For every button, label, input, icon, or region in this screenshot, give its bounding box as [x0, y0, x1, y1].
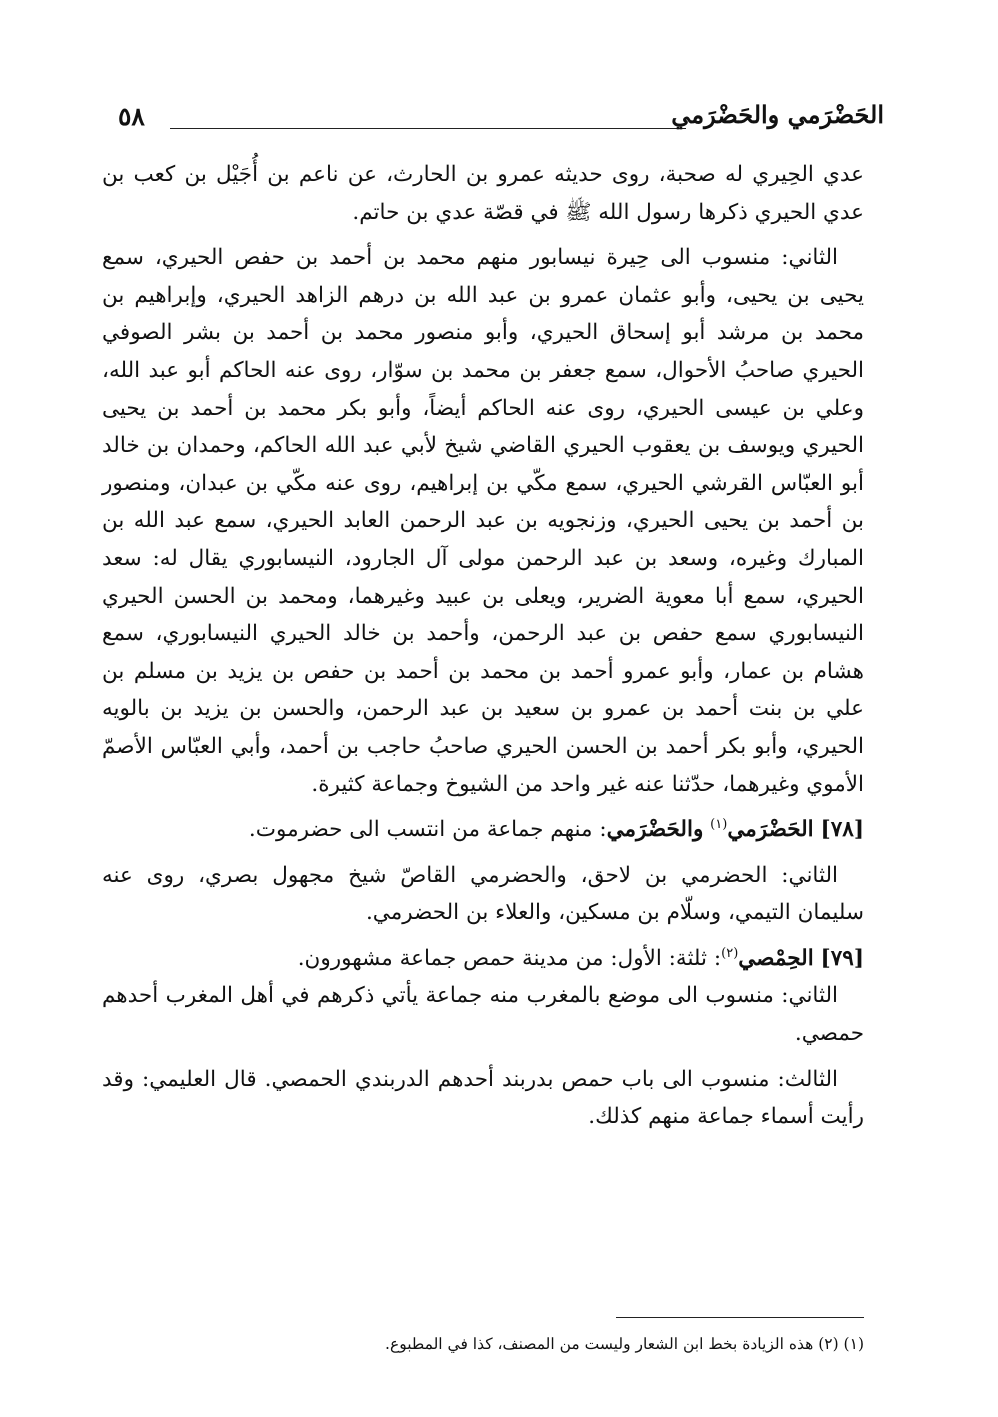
footnote-rule: [616, 1317, 864, 1318]
footnote-ref-2: (٢): [721, 945, 739, 961]
footnote-ref-1: (١): [710, 816, 728, 832]
page-number: ٥٨: [118, 102, 145, 131]
footnote: (١) (٢) هذه الزيادة بخط ابن الشعار وليست من المصنف، كذا في المطبوع.: [385, 1335, 864, 1353]
header-rule: [170, 128, 686, 129]
entry-78: [102, 811, 864, 849]
entry-79: [102, 940, 864, 978]
paragraph-hira-nishapur: الثاني: منسوب الى حِيرة نيسابور منهم محمد بن أحمد بن حفص الحيري، سمع يحيى بن يحيى، وأبو عثمان عمرو بن عبد الله بن درهم الزاهد الحيري، وإبراهيم بن محمد بن مرشد أبو إسحاق الحيري، وأبو منصور محمد بن أحمد بن بشر الصوفي الحيري صاحبُ الأحوال، سمع جعفر بن محمد بن سوّار، روى عنه الحاكم أبو عبد الله، وعلي بن عيسى الحيري، روى عنه الحاكم أيضاً، وأبو بكر محمد بن أحمد بن يحيى الحيري ويوسف بن يعقوب الحيري القاضي شيخ لأبي عبد الله الحاكم، وحمدان بن خالد أبو العبّاس القرشي الحيري، سمع مكّي بن إبراهيم، روى عنه مكّي بن عبدان، ومنصور بن أحمد بن يحيى الحيري، وزنجويه بن عبد الرحمن العابد الحيري، سمع عبد الله بن المبارك وغيره، وسعد بن عبد الرحمن مولى آل الجارود، النيسابوري يقال له: سعد الحيري، سمع أبا معوية الضرير، ويعلى بن عبيد وغيرهما، ومحمد بن الحسن الحيري النيسابوري سمع حفص بن عبد الرحمن، وأحمد بن خالد الحيري النيسابوري، سمع هشام بن عمار، وأبو عمرو أحمد بن محمد بن أحمد بن حفص بن يزيد بن مسلم بن علي بن بنت أحمد بن عمرو بن سعيد بن عبد الرحمن، والحسن بن يزيد بن بالويه الحيري، وأبو بكر أحمد بن الحسن الحيري صاحبُ حاجب بن أحمد، وأبي العبّاس الأصمّ الأموي وغيرهما، حدّثنا عنه غير واحد من الشيوخ وجماعة كثيرة.: [102, 245, 864, 797]
running-title: الحَضْرَمي والحَضْرَمي: [671, 100, 884, 129]
entry-78-heading-b: والحَضْرَمي: [606, 817, 704, 843]
paragraph-hadrami-second: الثاني: الحضرمي بن لاحق، والحضرمي القاصّ شيخ مجهول بصري، روى عنه سليمان التيمي، وسلّام بن مسكين، والعلاء بن الحضرمي.: [102, 862, 864, 926]
entry-79-heading: الحِمْصي: [738, 945, 814, 971]
entry-79-number: [٧٩]: [820, 945, 864, 971]
entry-78-text: : منهم جماعة من انتسب الى حضرموت.: [248, 817, 607, 843]
paragraph-himsi-second: الثاني: منسوب الى موضع بالمغرب منه جماعة يأتي ذكرهم في أهل المغرب أحدهم حمصي.: [102, 983, 864, 1047]
paragraph-himsi-third: الثالث: منسوب الى باب حمص بدربند أحدهم الدربندي الحمصي. قال العليمي: وقد رأيت أسماء جماعة منهم كذلك.: [102, 1066, 864, 1130]
entry-78-number: [٧٨]: [820, 817, 864, 843]
entry-78-heading-a: الحَضْرَمي: [727, 817, 814, 843]
page-header: [118, 100, 884, 142]
entry-79-text: : ثلثة: الأول: من مدينة حمص جماعة مشهورون.: [297, 945, 722, 971]
paragraph-continuation: عدي الحِيري له صحبة، روى حديثه عمرو بن الحارث، عن ناعم بن أُجَيْل بن كعب بن عدي الحيري ذكرها رسول الله ﷺ في قصّة عدي بن حاتم.: [102, 162, 864, 225]
body-text: [102, 156, 864, 1136]
